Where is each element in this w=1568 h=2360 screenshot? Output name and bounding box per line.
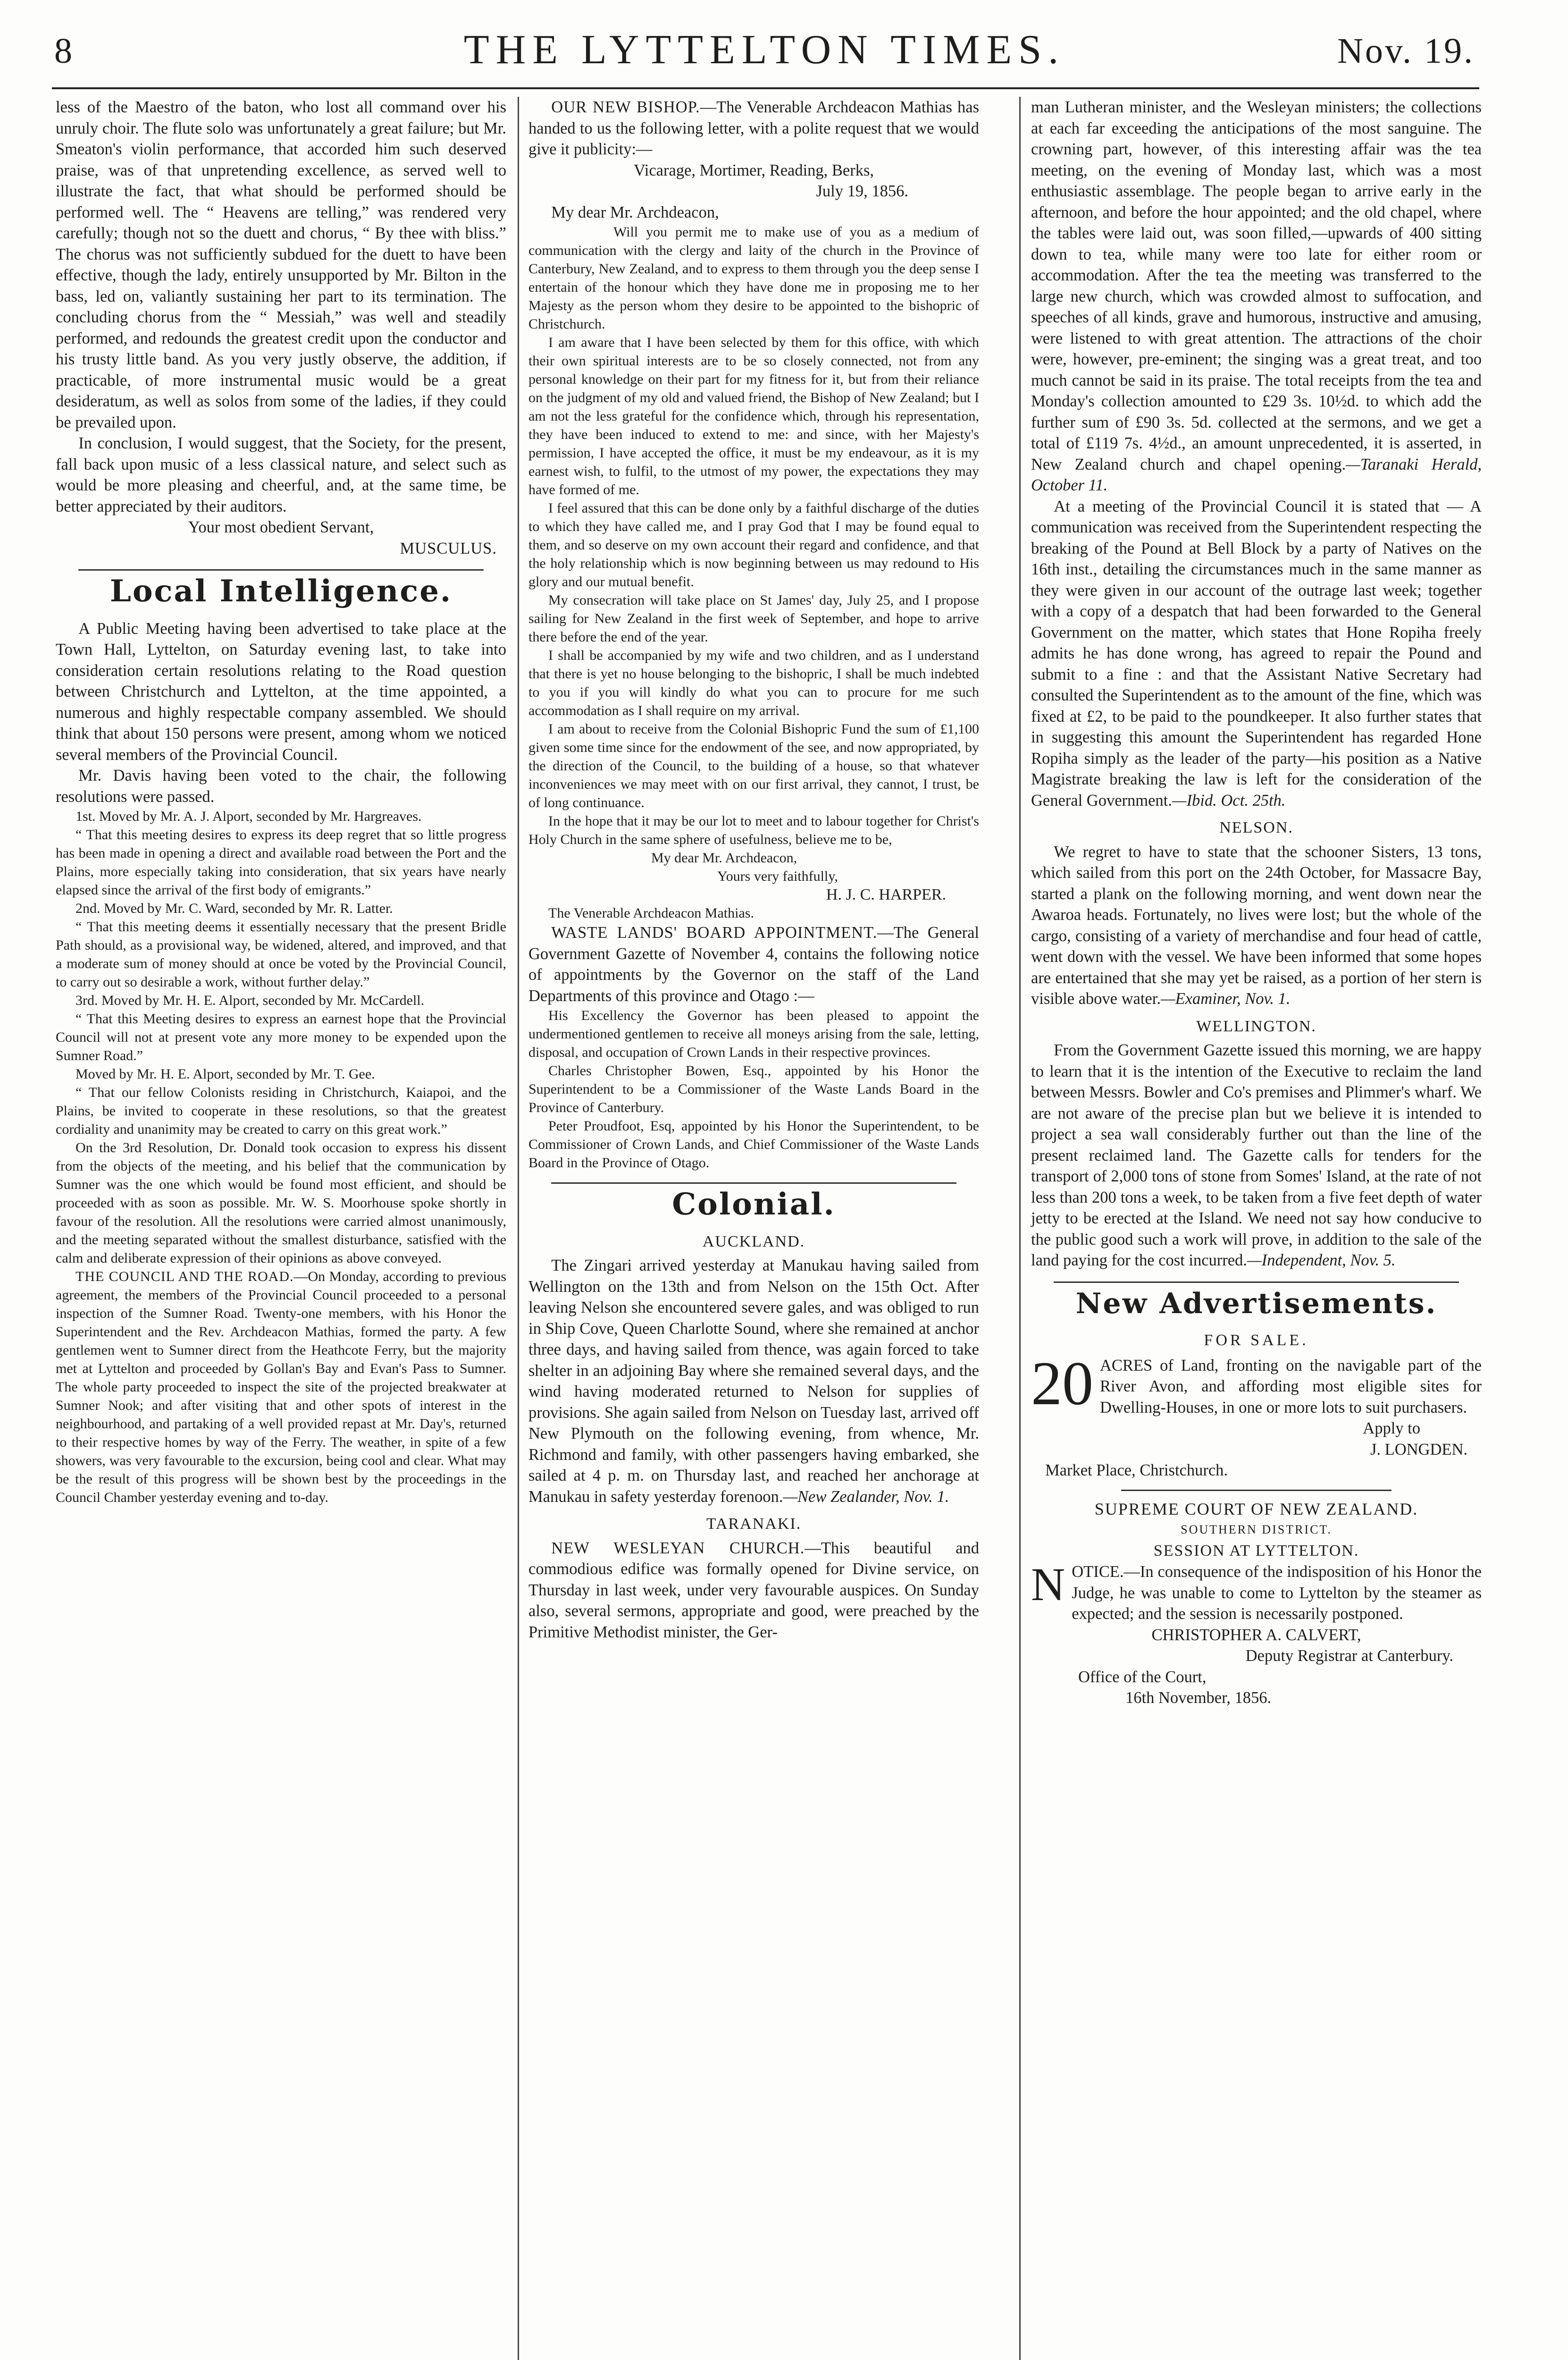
resolution-text: “ That this meeting deems it essentially necessary that the present Bridle Path should, as a provisional way, be widened, altered, and improved, and that a moderate sum of money should at once be voted by the Provincial Council, to carry out so desirable a work, without further delay.” — [56, 919, 506, 990]
ad-for-sale — [1031, 1348, 1482, 1481]
article-lead: WASTE LANDS' BOARD APPOINTMENT. — [551, 924, 878, 942]
section-rule — [1054, 1281, 1459, 1283]
court-registrar-title: Deputy Registrar at Canterbury. — [1245, 1647, 1453, 1665]
court-district: SOUTHERN DISTRICT. — [1181, 1523, 1332, 1536]
issue-date: Nov. 19. — [1337, 31, 1475, 71]
letter-signature: H. J. C. HARPER. — [826, 886, 946, 903]
section-rule — [78, 569, 484, 571]
article-lead: THE COUNCIL AND THE ROAD. — [75, 1269, 294, 1284]
place-heading-nelson: NELSON. — [1219, 819, 1293, 836]
letter-paragraph: I shall be accompanied by my wife and two children, and as I understand that there is yet no house belonging to the bishopric, I shall be much indebted to you if you will kindly do what you can to procure for me such accommodation as I shall require on my arrival. — [528, 648, 979, 718]
letter-paragraph: My consecration will take place on St James' day, July 25, and I propose sailing for New Zealand in the first week of September, and hope to arrive there before the end of the year. — [528, 592, 979, 645]
court-date: 16th November, 1856. — [1125, 1689, 1272, 1707]
article-paragraph — [528, 1255, 979, 1507]
article-paragraph — [1031, 97, 1482, 496]
newspaper-title: THE LYTTELTON TIMES. — [463, 27, 1065, 73]
article-source: —Taranaki Herald, October 11. — [1031, 455, 1482, 494]
resolution-mover: 2nd. Moved by Mr. C. Ward, seconded by Mr. R. Latter. — [75, 901, 393, 916]
article-paragraph — [56, 1267, 506, 1507]
article-source: —Examiner, Nov. 1. — [1160, 990, 1291, 1008]
article-text: —The General Government Gazette of November 4, contains the following notice of appointments by the Governor on the staff of the Land Departments of this province and Otago :— — [528, 924, 979, 1005]
article-lead: NEW WESLEYAN CHURCH. — [551, 1539, 805, 1557]
article-source: —Independent, Nov. 5. — [1247, 1251, 1396, 1269]
court-heading: SUPREME COURT OF NEW ZEALAND. — [1094, 1499, 1418, 1518]
letter-paragraph: I am aware that I have been selected by them for this office, with which their own spiritual interests are to be so closely connected, not from any personal knowledge on their part for my fitness for it, but from their reliance on the judgment of my old and valued friend, the Bishop of New Zealand; but I am not the less grateful for the confidence which, through his representation, they have been induced to extend to me: and since, with her Majesty's permission, I have accepted the office, it must be my endeavour, as it is my earnest wish, to fulfil, to the utmost of my power, the expectations they may have formed of me. — [528, 335, 979, 497]
article-lead: OUR NEW BISHOP. — [551, 98, 700, 116]
article-source: —New Zealander, Nov. 1. — [783, 1487, 949, 1506]
article-text: From the Government Gazette issued this morning, we are happy to learn that it is the intention of the Executive to reclaim the land between Messrs. Bowler and Co's premises and Plimmer's wharf. We are not aware of the precise plan but we believe it is intended to project a sea wall considerably further out than the line of the present reclaimed land. The Gazette calls for tenders for the transport of 2,000 tons of stone from Somes' Island, at the rate of not less than 200 tons a week, to be taken from a five feet depth of water jetty to be erected at the Island. We need not say how conducive to the public good such a work will prove, in addition to the sale of the land paying for the cost incurred. — [1031, 1041, 1482, 1269]
column-divider — [1019, 97, 1021, 2360]
column-1 — [56, 97, 506, 1507]
article-text: The Zingari arrived yesterday at Manukau having sailed from Wellington on the 13th and from Nelson on the 15th Oct. After leaving Nelson she encountered severe gales, and was obliged to run in Ship Cove, Queen Charlotte Sound, where she remained at anchor three days, and having sailed from thence, was again forced to take shelter in an adjoining Bay where she remained several days, and the wind having moderated returned to Nelson for supplies of provisions. She again sailed from Nelson on Tuesday last, arrived off New Plymouth on the following evening, from whence, Mr. Richmond and family, with other passengers having embarked, she sailed at 4 p. m. on Thursday last, and reached her anchorage at Manukau in safety yesterday forenoon. — [528, 1256, 979, 1506]
resolution-text: “ That this Meeting desires to express an earnest hope that the Provincial Council will not at present vote any more money to be expended upon the Sumner Road.” — [56, 1011, 506, 1063]
letter-closing: Your most obedient Servant, — [188, 518, 374, 536]
article-text: We regret to have to state that the schooner Sisters, 13 tons, which sailed from this port on the 24th October, for Massacre Bay, started a plank on the following morning, and went down near the Awaroa heads. Fortunately, no lives were lost; but the whole of the cargo, consisting of a variety of merchandise and four head of cattle, went down with the vessel. We have been informed that some hopes are entertained that she may yet be raised, as a portion of her stern is visible above water. — [1031, 843, 1482, 1008]
article-paragraph — [1031, 1040, 1482, 1271]
ad-drop-number: 20 — [1031, 1348, 1093, 1418]
letter-recipient: The Venerable Archdeacon Mathias. — [548, 905, 754, 921]
ad-heading: FOR SALE. — [1204, 1332, 1309, 1349]
masthead — [54, 26, 1475, 83]
article-paragraph — [1031, 496, 1482, 811]
page-number: 8 — [54, 31, 72, 71]
article-text: —On Monday, according to previous agreement, the members of the Provincial Council proceeded to a personal inspection of the Sumner Road. Twenty-one members, with his Honor the Superintendent and the Rev. Archdeacon Mathias, formed the party. A few gentlemen went to Sumner direct from the Heathcote Ferry, but the majority met at Lyttelton and proceeded by Gollan's Bay and Evan's Pass to Sumner. The whole party proceeded to inspect the site of the projected breakwater at Sumner Nook; and after visiting that and other spots of interest in the neighbourhood, and partaking of a well provided repast at Mr. Day's, returned to their respective homes by way of the Ferry. The weather, in spite of a few showers, was very favourable to the excursion, being cool and clear. What may be the result of this progress will be shown best by the proceedings in the Council Chamber yesterday evening and to-day. — [56, 1269, 506, 1505]
letter-paragraph: less of the Maestro of the baton, who lost all command over his unruly choir. The flute solo was unfortunately a great failure; but Mr. Smeaton's violin performance, that accorded him such deserved praise, was of that unpretending excellence, as served well to illustrate the fact, that what should be performed should be performed well. The “ Heavens are telling,” was rendered very carefully; though not so the duett and chorus, “ By thee with bliss.” The chorus was not sufficiently subdued for the duett to have been effective, though the lady, entirely unsupported by Mr. Bilton in the bass, led on, valiantly sustaining her part to its termination. The concluding chorus from the “ Messiah,” was well and steadily performed, and redounds the greatest credit upon the conductor and his trusty little band. As you very justly observe, the addition, if practicable, of more instrumental music would be a great desideratum, as well as solos from some of the ladies, if they could be prevailed upon. — [56, 98, 506, 431]
ad-text: ACRES of Land, fronting on the navigable part of the River Avon, and affording most eligible sites for Dwelling-Houses, in one or more lots to suit purchasers. — [1100, 1356, 1482, 1416]
article-paragraph: On the 3rd Resolution, Dr. Donald took occasion to express his dissent from the objects of the meeting, and his belief that the communication by Sumner was the one which would be found most efficient, and should be proceeded with as soon as possible. Mr. W. S. Moorhouse spoke shortly in favour of the resolution. All the resolutions were carried almost unanimously, and the meeting separated without the smallest disturbance, satisfied with the calm and deliberate expression of their opinions as above conveyed. — [56, 1140, 506, 1266]
letter-paragraph: In conclusion, I would suggest, that the Society, for the present, fall back upon music of a less classical nature, and select such as would be more pleasing and cheerful, and, at the same time, be better appreciated by their auditors. — [56, 434, 506, 515]
letter-salutation: My dear Mr. Archdeacon, — [551, 203, 719, 221]
resolution-mover: 3rd. Moved by Mr. H. E. Alport, seconded by Mr. McCardell. — [75, 993, 425, 1008]
ad-apply: Apply to — [1363, 1419, 1420, 1437]
section-heading-colonial: Colonial. — [672, 1187, 836, 1222]
article-text: —The Venerable Archdeacon Mathias has handed to us the following letter, with a polite request that we would give it publicity:— — [528, 98, 979, 158]
resolution-mover: 1st. Moved by Mr. A. J. Alport, seconded by Mr. Hargreaves. — [75, 809, 422, 824]
resolution-mover: Moved by Mr. H. E. Alport, seconded by Mr. T. Gee. — [75, 1066, 375, 1082]
letter-paragraph: In the hope that it may be our lot to meet and to labour together for Christ's Holy Church in the same sphere of usefulness, believe me to be, — [528, 813, 979, 847]
letter-closing: My dear Mr. Archdeacon, — [651, 850, 797, 866]
resolution-text: “ That this meeting desires to express its deep regret that so little progress has been made in opening a direct and available road between the Port and the Plains, more especially taking into consideration, that six years have nearly elapsed since the arrival of the first body of emigrants.” — [56, 827, 506, 898]
letter-paragraph: I am about to receive from the Colonial Bishopric Fund the sum of £1,100 given some time since for the endowment of the see, and now appropriated, by the direction of the Council, to the building of a house, so that whatever inconveniences we may meet with on our first arrival, they cannot, I trust, be of long continuance. — [528, 721, 979, 810]
ad-court-notice — [1031, 1499, 1482, 1709]
article-paragraph — [1031, 842, 1482, 1010]
notice-paragraph: His Excellency the Governor has been pleased to appoint the undermentioned gentlemen to receive all moneys arising from the sale, letting, disposal, and occupation of Crown Lands in their respective provinces. — [528, 1008, 979, 1060]
section-rule — [551, 1182, 957, 1184]
notice-paragraph: Peter Proudfoot, Esq, appointed by his Honor the Superintendent, to be Commissioner of Crown Lands, and Chief Commissioner of the Waste Lands Board in the Province of Otago. — [528, 1118, 979, 1171]
court-registrar: CHRISTOPHER A. CALVERT, — [1151, 1626, 1361, 1644]
ad-rule — [1121, 1490, 1392, 1491]
article-paragraph — [528, 1538, 979, 1643]
column-divider — [518, 97, 519, 2360]
article-paragraph — [528, 97, 979, 160]
ad-place: Market Place, Christchurch. — [1045, 1461, 1228, 1479]
article-paragraph — [528, 922, 979, 1006]
place-heading-taranaki: TARANAKI. — [706, 1515, 802, 1533]
letter-signature: MUSCULUS. — [400, 539, 497, 557]
notice-paragraph: Charles Christopher Bowen, Esq., appointed by his Honor the Superintendent to be a Commissioner of the Waste Lands Board in the Province of Canterbury. — [528, 1063, 979, 1115]
court-drop-initial: N — [1031, 1558, 1065, 1610]
resolution-text: “ That our fellow Colonists residing in Christchurch, Kaiapoi, and the Plains, be invited to cooperate in these resolutions, so that the greatest cordiality and unanimity may be created to carry on this great work.” — [56, 1085, 506, 1137]
article-text: At a meeting of the Provincial Council it is stated that — A communication was received from the Superintendent respecting the breaking of the Pound at Bell Block by a party of Natives on the 16th inst., detailing the circumstances much in the same manner as they were given in our account of the outrage last week; together with a copy of a despatch that had been forwarded to the General Government on the matter, which states that Hone Ropiha freely admits he has done wrong, has agreed to repair the Pound and submit to a fine : and that the Assistant Native Secretary had consulted the Superintendent as to the amount of the fine, which was fixed at £2, to be paid to the poundkeeper. It also further states that in suggesting this amount the Superintendent has regarded Hone Ropiha simply as the leader of the party—his position as a Native Magistrate breaking the law is left for the consideration of the General Government. — [1031, 497, 1482, 809]
court-office: Office of the Court, — [1078, 1668, 1207, 1686]
ad-name: J. LONGDEN. — [1370, 1440, 1467, 1458]
letter-paragraph: Will you permit me to make use of you as a medium of communication with the clergy and laity of the church in the Province of Canterbury, New Zealand, and to express to them through you the deep sense I entertain of the honour which they have done me in proposing me to her Majesty as the person whom they desire to be appointed to the bishopric of Christchurch. — [528, 224, 979, 332]
letter-address: Vicarage, Mortimer, Reading, Berks, — [633, 161, 874, 179]
court-session: SESSION AT LYTTELTON. — [1153, 1542, 1359, 1559]
masthead-rule — [52, 87, 1479, 89]
section-heading-new-advertisements: New Advertisements. — [1075, 1287, 1437, 1320]
article-paragraph: Mr. Davis having been voted to the chair, the following resolutions were passed. — [56, 767, 506, 806]
article-paragraph: A Public Meeting having been advertised to take place at the Town Hall, Lyttelton, on Saturday evening last, to take into consideration certain resolutions relating to the Road question between Christchurch and Lyttelton, at the time appointed, a numerous and highly respectable company assembled. We should think that about 150 persons were present, among whom we noticed several members of the Provincial Council. — [56, 619, 506, 764]
article-source: —Ibid. Oct. 25th. — [1172, 791, 1286, 809]
place-heading-auckland: AUCKLAND. — [702, 1232, 805, 1250]
court-text: OTICE.—In consequence of the indisposition of his Honor the Judge, he was unable to come to Lyttelton by the steamer as expected; and the session is necessarily postponed. — [1072, 1563, 1482, 1623]
section-heading-local-intelligence: Local Intelligence. — [109, 573, 453, 609]
article-text: —This beautiful and commodious edifice was formally opened for Divine service, on Thursday in last week, under very favourable auspices. On Sunday also, several sermons, appropriate and good, were preached by the Primitive Methodist minister, the Ger- — [528, 1539, 979, 1641]
column-2 — [528, 97, 979, 1643]
column-3 — [1031, 97, 1482, 1709]
article-text: man Lutheran minister, and the Wesleyan ministers; the collections at each far exceeding the anticipations of the most sanguine. The crowning part, however, of this interesting affair was the tea meeting, on the evening of Monday last, which was a most enthusiastic assemblage. The people began to arrive early in the afternoon, and before the hour appointed; and the old chapel, where the tables were laid out, was soon filled,—upwards of 400 sitting down to tea, while many were too late for either room or accommodation. After the tea the meeting was transferred to the large new church, which was crowded almost to suffocation, and speeches of all kinds, grave and humorous, instructive and amusing, were listened to with great attention. The attractions of the choir were, however, pre-eminent; the singing was a great treat, and too much cannot be said in its praise. The total receipts from the tea and Monday's collection amounted to £29 3s. 10½d. to which add the further sum of £90 3s. 5d. collected at the sermons, and we get a total of £119 7s. 4½d., an amount unprecedented, it is asserted, in New Zealand church and chapel opening. — [1031, 98, 1482, 473]
letter-paragraph: I feel assured that this can be done only by a faithful discharge of the duties to which they have called me, and I pray God that I may be found equal to them, and so deserve on my own account their regard and confidence, and that the holy relationship which is now beginning between us may redound to His glory and our mutual benefit. — [528, 500, 979, 590]
place-heading-wellington: WELLINGTON. — [1196, 1017, 1316, 1035]
letter-date: July 19, 1856. — [816, 182, 908, 200]
letter-closing: Yours very faithfully, — [717, 868, 838, 884]
